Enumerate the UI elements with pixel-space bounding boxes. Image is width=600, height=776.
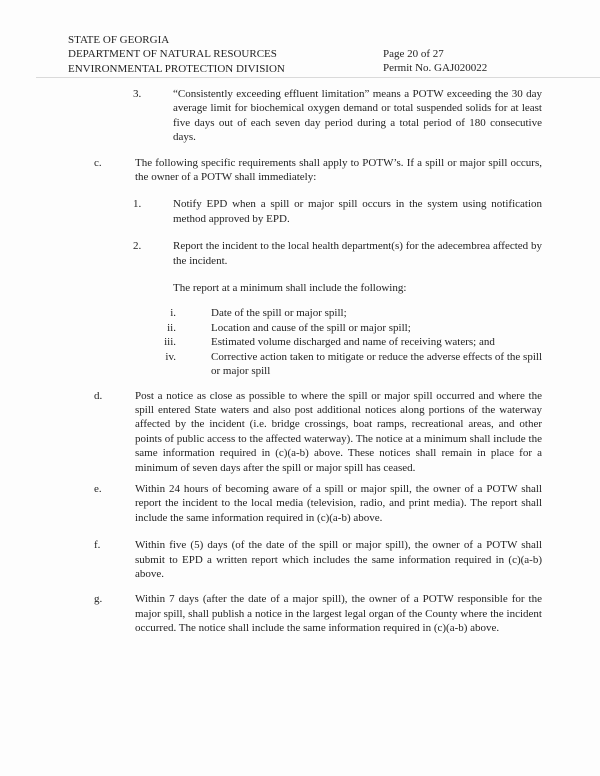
document-body xyxy=(0,87,600,636)
list-item-i xyxy=(158,306,600,320)
item-label: d. xyxy=(94,389,103,402)
item-label: e. xyxy=(94,482,102,495)
item-label: g. xyxy=(94,593,103,606)
paragraph-g xyxy=(94,592,600,635)
item-text: Report the incident to the local health department(s) for the adecembrea affected by the incident. xyxy=(173,240,542,267)
paragraph-3 xyxy=(133,87,600,145)
item-text: Within five (5) days (of the date of the spill or major spill), the owner of a POTW shall submit to EPD a written report which includes the same information required in (c)(a-b) above. xyxy=(135,539,542,580)
paragraph-e xyxy=(94,482,600,525)
item-label: f. xyxy=(94,539,101,552)
page-number: Page 20 of 27 xyxy=(383,48,444,60)
document-header xyxy=(68,33,285,76)
item-text: Estimated volume discharged and name of receiving waters; and xyxy=(211,336,495,349)
item-label: iii. xyxy=(164,336,176,349)
item-text: Location and cause of the spill or major spill; xyxy=(211,321,411,334)
item-text: The following specific requirements shall apply to POTW’s. If a spill or major spill occurs, the owner of a POTW shall immediately: xyxy=(135,156,542,184)
item-text: Corrective action taken to mitigate or reduce the adverse effects of the spill or major spill xyxy=(211,350,542,378)
item-text: Within 7 days (after the date of a major spill), the owner of a POTW responsible for the major spill, shall publish a notice in the largest legal organ of the County where the incident occurred. The notice shall include the same information required in (c)(a-b) above. xyxy=(135,593,542,635)
paragraph-c1 xyxy=(133,197,600,226)
item-text: “Consistently exceeding effluent limitation” means a POTW exceeding the 30 day average limit for biochemical oxygen demand or total suspended solids for at least five days out of each seven day period during a total period of 180 consecutive days. xyxy=(173,88,542,144)
list-item-iii xyxy=(158,335,600,349)
list-item-iv xyxy=(158,350,600,379)
item-label: ii. xyxy=(167,321,176,334)
header-division-line: ENVIRONMENTAL PROTECTION DIVISION xyxy=(68,62,285,75)
item-text: Post a notice as close as possible to where the spill or major spill occurred and where the spill entered State waters and also post additional notices along portions of the waterway affected by the incident (i.e. bridge crossings, boat ramps, recreational areas, and other points of public access to the affected waterway). The notice at a minimum shall include the same information required in (c)(a-b) above. These notices shall remain in place for a minimum of seven days after the spill or major spill has ceased. xyxy=(135,389,542,474)
item-text: Within 24 hours of becoming aware of a spill or major spill, the owner of a POTW shall report the incident to the local media (television, radio, and print media). The report shall include the same information required in (c)(a-b) above. xyxy=(135,482,542,524)
item-label: iv. xyxy=(165,350,176,363)
header-department-line: DEPARTMENT OF NATURAL RESOURCES xyxy=(68,48,277,61)
item-label: i. xyxy=(170,307,176,320)
paragraph-c2 xyxy=(133,239,600,268)
header-divider-line xyxy=(36,77,600,78)
paragraph-c xyxy=(94,156,600,185)
item-text: The report at a minimum shall include the following: xyxy=(173,282,407,295)
paragraph-d xyxy=(94,389,600,475)
item-label: 2. xyxy=(133,240,142,253)
header-state-line: STATE OF GEORGIA xyxy=(68,34,170,46)
paragraph-report-intro xyxy=(173,281,600,295)
item-text: Date of the spill or major spill; xyxy=(211,307,347,320)
item-label: c. xyxy=(94,156,102,169)
item-label: 1. xyxy=(133,198,142,211)
item-label: 3. xyxy=(133,88,142,100)
permit-number: Permit No. GAJ020022 xyxy=(383,62,488,75)
item-text: Notify EPD when a spill or major spill occurs in the system using notification method approved by EPD. xyxy=(173,198,542,225)
paragraph-f xyxy=(94,538,600,581)
document-header-right xyxy=(383,47,487,76)
list-item-ii xyxy=(158,321,600,335)
